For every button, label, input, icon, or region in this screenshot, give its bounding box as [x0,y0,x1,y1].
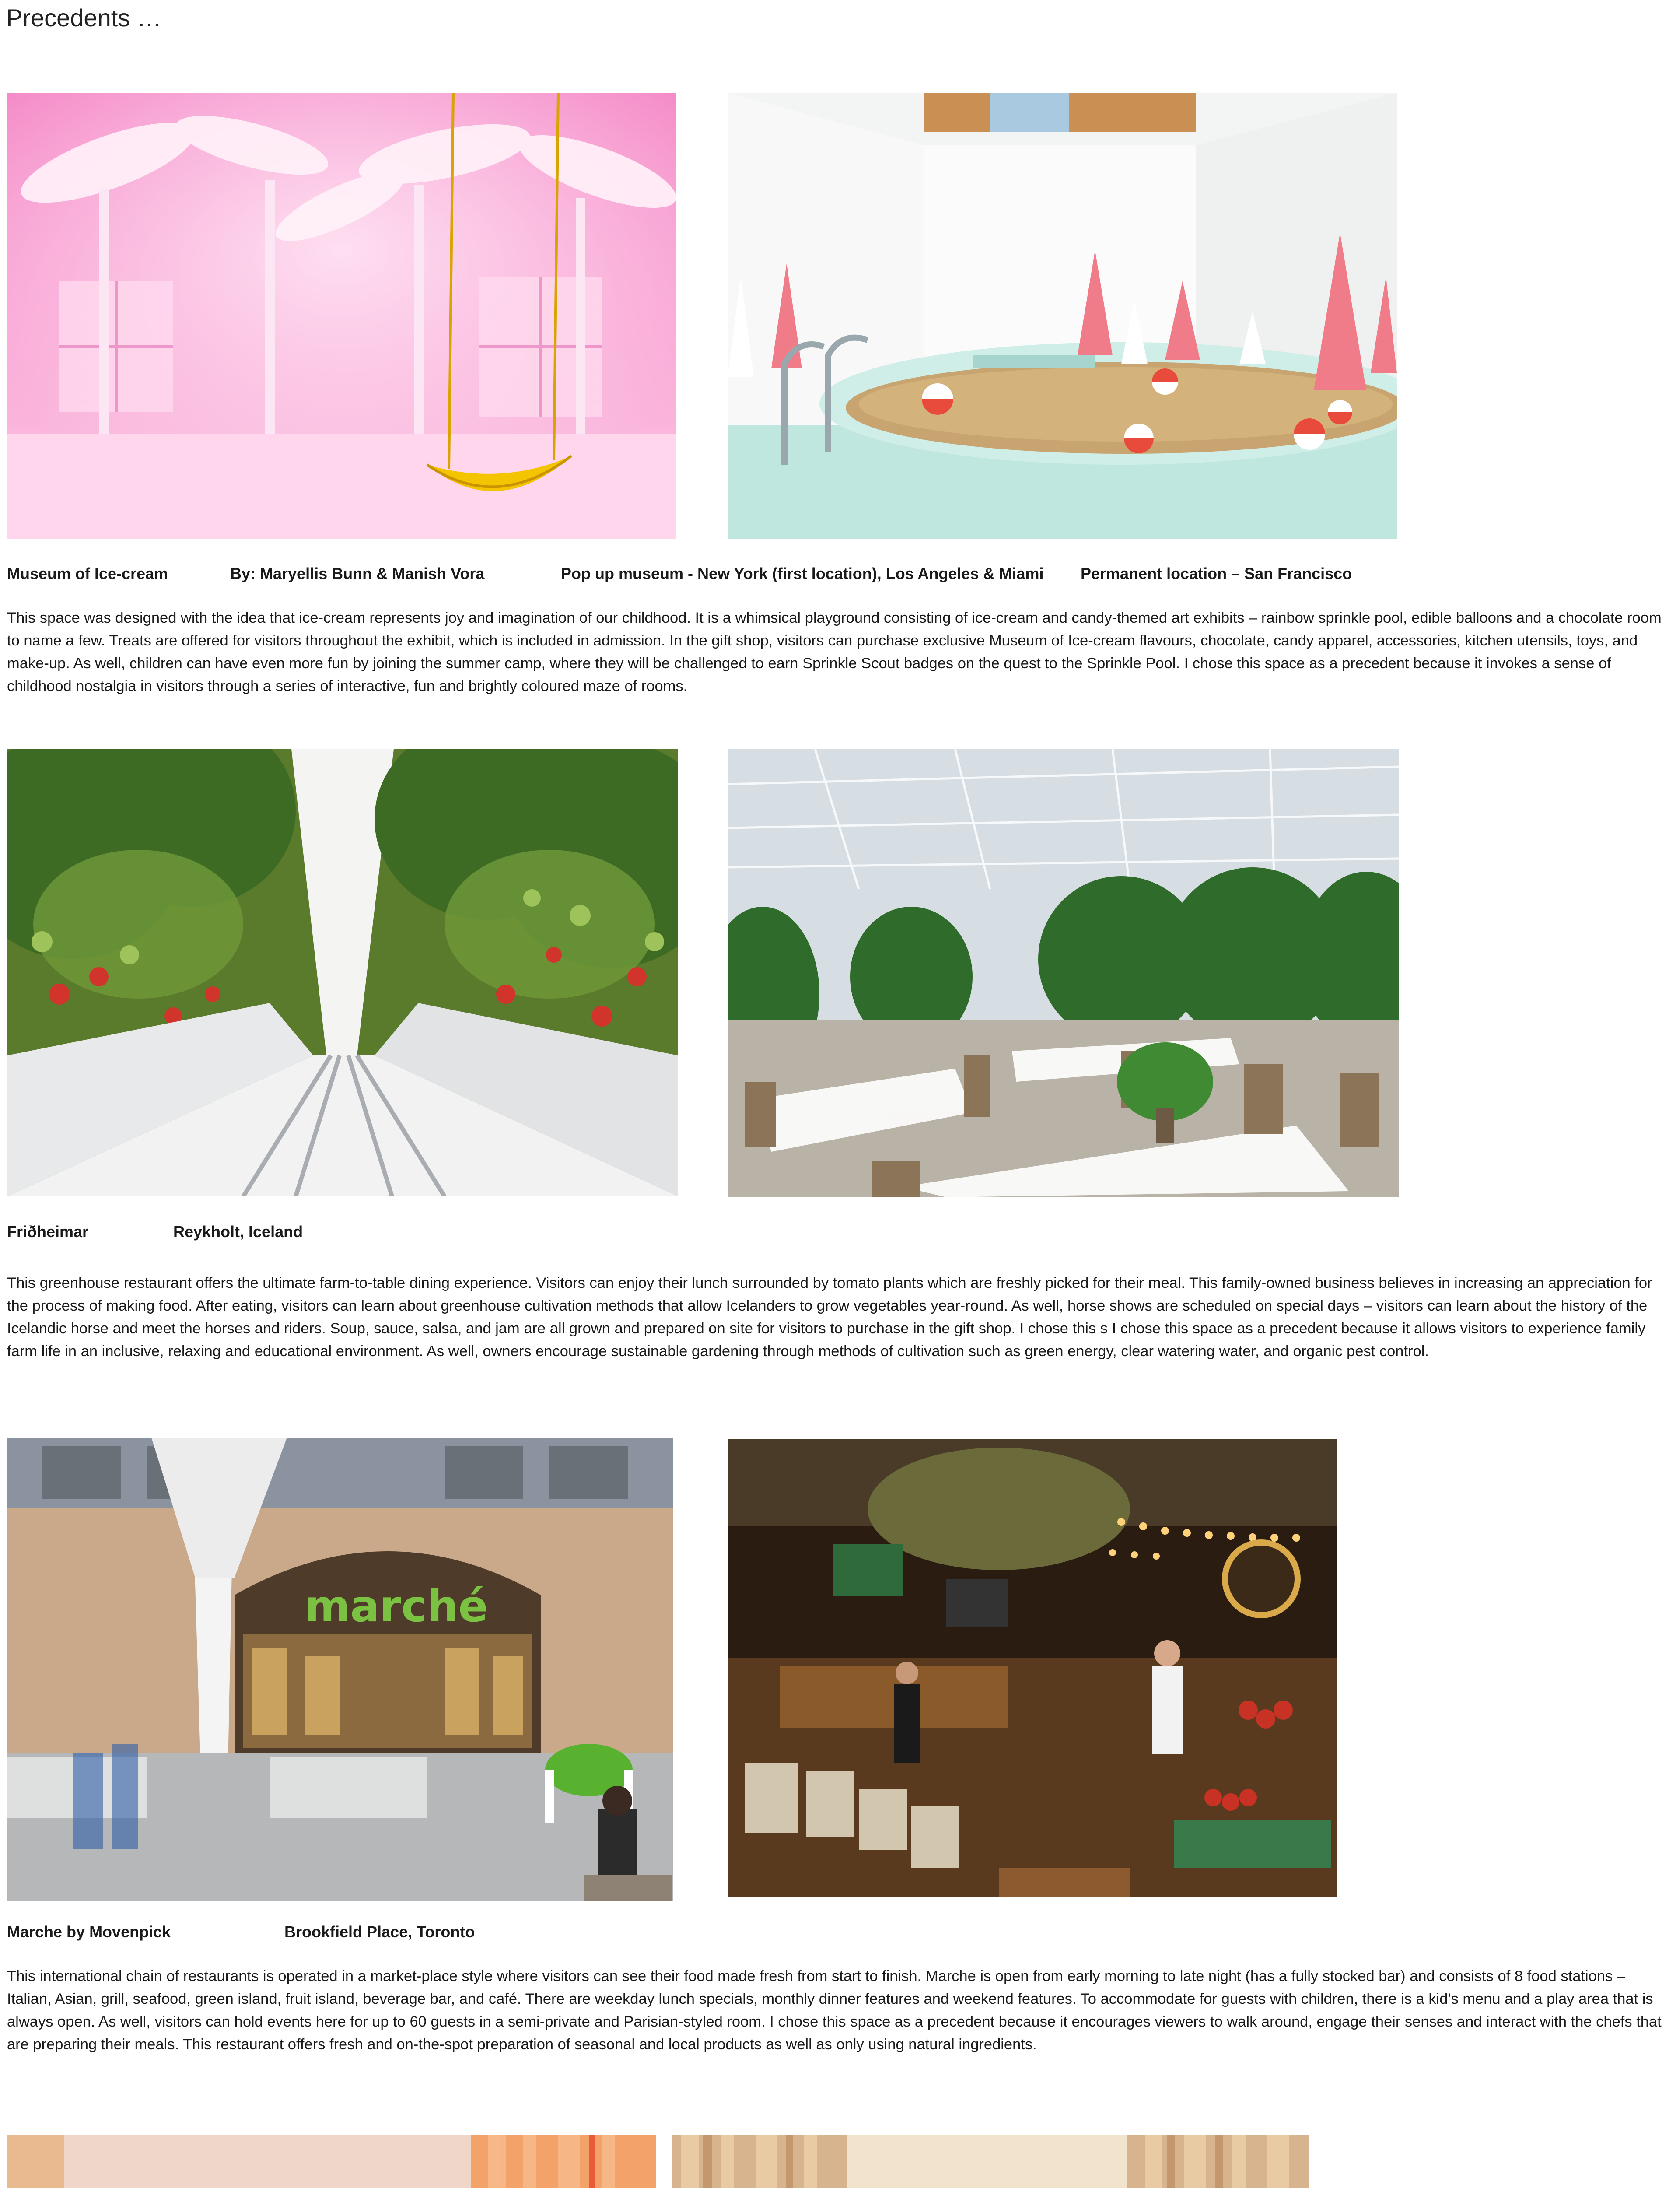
marche-sign: marché [304,1581,488,1632]
section-description-marche [7,1965,1670,2056]
photo-greenhouse-restaurant [728,749,1399,1197]
caption-name: Museum of Ice-cream [7,565,168,582]
photo-sprinkle-pool [728,93,1397,539]
caption-permanent-location: Permanent location – San Francisco [1081,565,1352,582]
caption-locations: Pop up museum - New York (first location), Los Angeles & Miami [561,565,1044,582]
photo-pink-banana-room [7,93,676,539]
caption-location: Brookfield Place, Toronto [284,1923,475,1941]
caption-designers: By: Maryellis Bunn & Manish Vora [230,565,485,582]
section-description-fridheimar [7,1272,1670,1363]
photo-tomato-greenhouse-rows [7,749,678,1196]
photo-seeds-bowls-on-stands [7,2135,656,2188]
section-description-museum-of-ice-cream [7,607,1670,698]
photo-marche-storefront [7,1438,673,1901]
paragraph-text: This greenhouse restaurant offers the ultimate farm-to-table dining experience. Visitors can enjoy their lunch surrounded by tomato plants which are freshly picked for their meal. This family-owned business believes in increasing an appreciation for the process of making food. After eating, visitors can learn about greenhouse cultivation methods that allow Icelanders to grow vegetables year-round. As well, horse shows are scheduled on special days – visitors can learn about the history of the Icelandic horse and meet the horses and riders. Soup, sauce, salsa, and jam are all grown and prepared on site for visitors to purchase in the gift shop. I chose this s I chose this space as a precedent because it allows visitors to experience family farm life in an inclusive, relaxing and educational environment. As well, owners encourage sustainable gardening through methods of cultivation such as green energy, clear watering water, and organic pest control. [7,1275,1652,1360]
page-title: Precedents … [6,4,161,32]
caption-location: Reykholt, Iceland [173,1223,303,1241]
paragraph-text: This space was designed with the idea that ice-cream represents joy and imagination of our childhood. It is a whimsical playground consisting of ice-cream and candy-themed art exhibits – rainbow sprinkle pool, edible balloons and a chocolate room to name a few. Treats are offered for visitors throughout the exhibit, which is included in admission. In the gift shop, visitors can purchase exclusive Museum of Ice-cream flavours, chocolate, candy apparel, accessories, kitchen utensils, toys, and make-up. As well, children can have even more fun by joining the summer camp, where they will be challenged to earn Sprinkle Scout badges on the quest to the Sprinkle Pool. I chose this space as a precedent because it invokes a sense of childhood nostalgia in visitors through a series of interactive, fun and brightly coloured maze of rooms. [7,610,1662,694]
caption-name: Friðheimar [7,1223,89,1241]
photo-marche-market-interior [728,1439,1337,1897]
photo-seeds-ribbon-installation [672,2135,1309,2188]
paragraph-text: This international chain of restaurants is operated in a market-place style where visitors can see their food made fresh from start to finish. Marche is open from early morning to late night (has a fully stocked bar) and consists of 8 food stations – Italian, Asian, grill, seafood, green island, fruit island, beverage bar, and café. There are weekday lunch specials, monthly dinner features and weekend features. To accommodate for guests with children, there is a kid’s menu and a play area that is always open. As well, visitors can hold events here for up to 60 guests in a semi-private and Parisian-styled room. I chose this space as a precedent because it encourages viewers to walk around, engage their senses and interact with the chefs that are preparing their meals. This restaurant offers fresh and on-the-spot preparation of seasonal and local products as well as only using natural ingredients. [7,1968,1662,2053]
caption-name: Marche by Movenpick [7,1923,171,1941]
